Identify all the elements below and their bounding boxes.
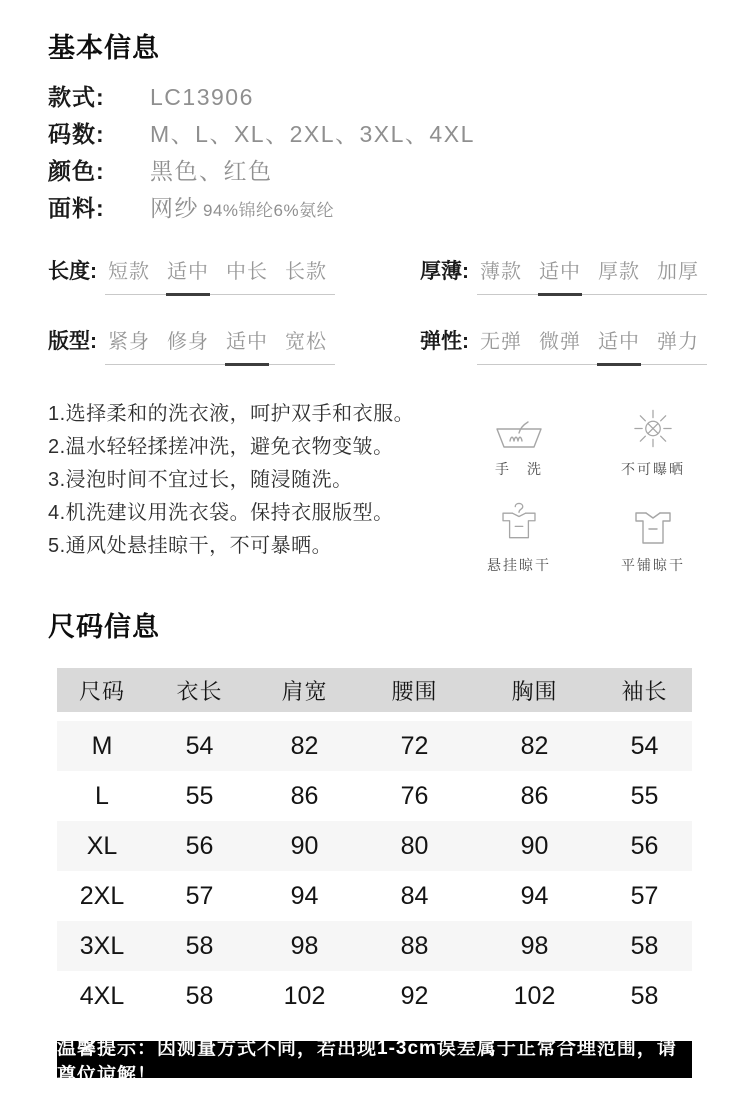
- style-label: 款式:: [48, 84, 105, 110]
- care-icon-grid: [470, 405, 702, 575]
- col-header-sleeve: 袖长: [597, 668, 692, 712]
- table-row-3xl: [57, 921, 692, 971]
- attr-option: 紧身: [108, 331, 150, 353]
- cell: 86: [290, 781, 319, 810]
- cell: 58: [630, 981, 659, 1010]
- care-instruction: 4.机洗建议用洗衣袋。保持衣服版型。: [48, 502, 394, 524]
- cell: 90: [252, 821, 357, 871]
- flat-dry-icon: [629, 510, 677, 548]
- col-header-garment-length: 衣长: [147, 668, 252, 712]
- table-row-xl: [57, 821, 692, 871]
- cell: 2XL: [79, 881, 125, 910]
- cell: 56: [597, 821, 692, 871]
- attr-option-selected: 适中: [539, 255, 581, 284]
- no-sun-exposure-label: 不可曝晒: [621, 461, 685, 477]
- attr-elasticity: [420, 325, 720, 365]
- cell: 57: [185, 881, 214, 910]
- attr-option: 无弹: [480, 331, 522, 353]
- size-table: [57, 668, 692, 1021]
- care-cell-no-sun: [604, 405, 702, 479]
- cell: 3XL: [57, 921, 147, 971]
- attr-thickness: [420, 255, 720, 295]
- table-spacer: [57, 712, 692, 721]
- attr-elasticity-options: [477, 325, 707, 365]
- cell: 90: [472, 821, 597, 871]
- cell: 58: [597, 921, 692, 971]
- table-row-2xl: [57, 871, 692, 921]
- attr-option-selected: 适中: [167, 255, 209, 284]
- care-instruction: 5.通风处悬挂晾干，不可暴晒。: [48, 535, 333, 557]
- attr-length-label: 长度:: [48, 260, 97, 283]
- attr-elasticity-label: 弹性:: [420, 330, 469, 353]
- attr-thickness-options: [477, 255, 707, 295]
- cell: L: [95, 781, 109, 810]
- cell: 80: [357, 821, 472, 871]
- care-cell-flat-dry: [604, 501, 702, 575]
- hang-dry-label: 悬挂晾干: [487, 557, 551, 573]
- attr-option: 加厚: [657, 261, 699, 283]
- attr-option: 弹力: [657, 331, 699, 353]
- attr-length-options: [105, 255, 335, 295]
- cell: 55: [630, 781, 659, 810]
- col-header-waist: 腰围: [357, 668, 472, 712]
- care-instruction: 1.选择柔和的洗衣液，呵护双手和衣服。: [48, 403, 415, 425]
- cell: 102: [513, 981, 556, 1010]
- fabric-label: 面料:: [48, 195, 105, 221]
- attr-length: [48, 255, 420, 295]
- care-instruction: 2.温水轻轻揉搓冲洗，避免衣物变皱。: [48, 436, 394, 458]
- table-row-m: [57, 721, 692, 771]
- care-cell-hand-wash: [470, 405, 568, 479]
- fabric-row: [48, 190, 720, 227]
- table-row-l: [57, 771, 692, 821]
- col-header-size: 尺码: [57, 668, 147, 712]
- notice-bar: 温馨提示：因测量方式不同，若出现1-3cm误差属于正常合理范围，请尊位谅解！: [57, 1041, 692, 1078]
- cell: 102: [283, 981, 326, 1010]
- attribute-section: [48, 255, 720, 365]
- hang-dry-icon: [495, 501, 543, 548]
- table-row-4xl: [57, 971, 692, 1021]
- attr-option: 修身: [167, 331, 209, 353]
- basic-info-rows: [48, 79, 720, 227]
- care-section: [48, 401, 720, 575]
- sizes-value: M、L、XL、2XL、3XL、4XL: [150, 121, 475, 147]
- cell: XL: [57, 821, 147, 871]
- cell: 54: [597, 721, 692, 771]
- cell: 76: [400, 781, 429, 810]
- cell: 72: [357, 721, 472, 771]
- cell: 94: [290, 881, 319, 910]
- basic-info-title: 基本信息: [48, 33, 160, 63]
- hand-wash-icon: [495, 420, 543, 452]
- sizes-row: [48, 116, 720, 153]
- attr-option: 中长: [226, 261, 268, 283]
- attr-thickness-label: 厚薄:: [420, 260, 469, 283]
- attr-fit-label: 版型:: [48, 330, 97, 353]
- cell: 4XL: [79, 981, 125, 1010]
- sizes-label: 码数:: [48, 121, 105, 147]
- care-instruction: 3.浸泡时间不宜过长，随浸随洗。: [48, 469, 353, 491]
- hand-wash-label: 手 洗: [495, 461, 543, 477]
- fabric-composition: 94%锦纶6%氨纶: [203, 201, 335, 220]
- care-cell-hang-dry: [470, 501, 568, 575]
- no-sun-exposure-icon: [628, 405, 678, 452]
- colors-label: 颜色:: [48, 158, 105, 184]
- size-info-section: [48, 605, 720, 1086]
- cell: 94: [520, 881, 549, 910]
- cell: 82: [472, 721, 597, 771]
- fabric-value: 网纱: [150, 195, 199, 221]
- cell: 88: [357, 921, 472, 971]
- cell: 54: [147, 721, 252, 771]
- flat-dry-label: 平铺晾干: [621, 557, 685, 573]
- attr-option: 宽松: [285, 331, 327, 353]
- colors-row: [48, 153, 720, 190]
- attr-fit-options: [105, 325, 335, 365]
- attr-option: 微弹: [539, 331, 581, 353]
- attr-option-selected: 适中: [226, 325, 268, 354]
- size-table-header-row: [57, 668, 692, 712]
- style-row: [48, 79, 720, 116]
- cell: 84: [400, 881, 429, 910]
- cell: 58: [185, 981, 214, 1010]
- cell: 98: [252, 921, 357, 971]
- attr-fit: [48, 325, 420, 365]
- cell: 57: [630, 881, 659, 910]
- size-info-title: 尺码信息: [48, 612, 160, 642]
- cell: 58: [147, 921, 252, 971]
- basic-info-section: [48, 26, 720, 227]
- cell: 55: [185, 781, 214, 810]
- style-value: LC13906: [150, 84, 254, 110]
- cell: 92: [400, 981, 429, 1010]
- cell: 82: [252, 721, 357, 771]
- attr-option: 厚款: [598, 261, 640, 283]
- attr-option: 薄款: [480, 261, 522, 283]
- cell: M: [57, 721, 147, 771]
- attr-option: 短款: [108, 261, 150, 283]
- care-instructions: [48, 401, 464, 575]
- colors-value: 黑色、红色: [150, 158, 273, 184]
- col-header-bust: 胸围: [472, 668, 597, 712]
- attr-option-selected: 适中: [598, 325, 640, 354]
- attr-option: 长款: [285, 261, 327, 283]
- cell: 98: [472, 921, 597, 971]
- cell: 86: [520, 781, 549, 810]
- cell: 56: [147, 821, 252, 871]
- col-header-shoulder: 肩宽: [252, 668, 357, 712]
